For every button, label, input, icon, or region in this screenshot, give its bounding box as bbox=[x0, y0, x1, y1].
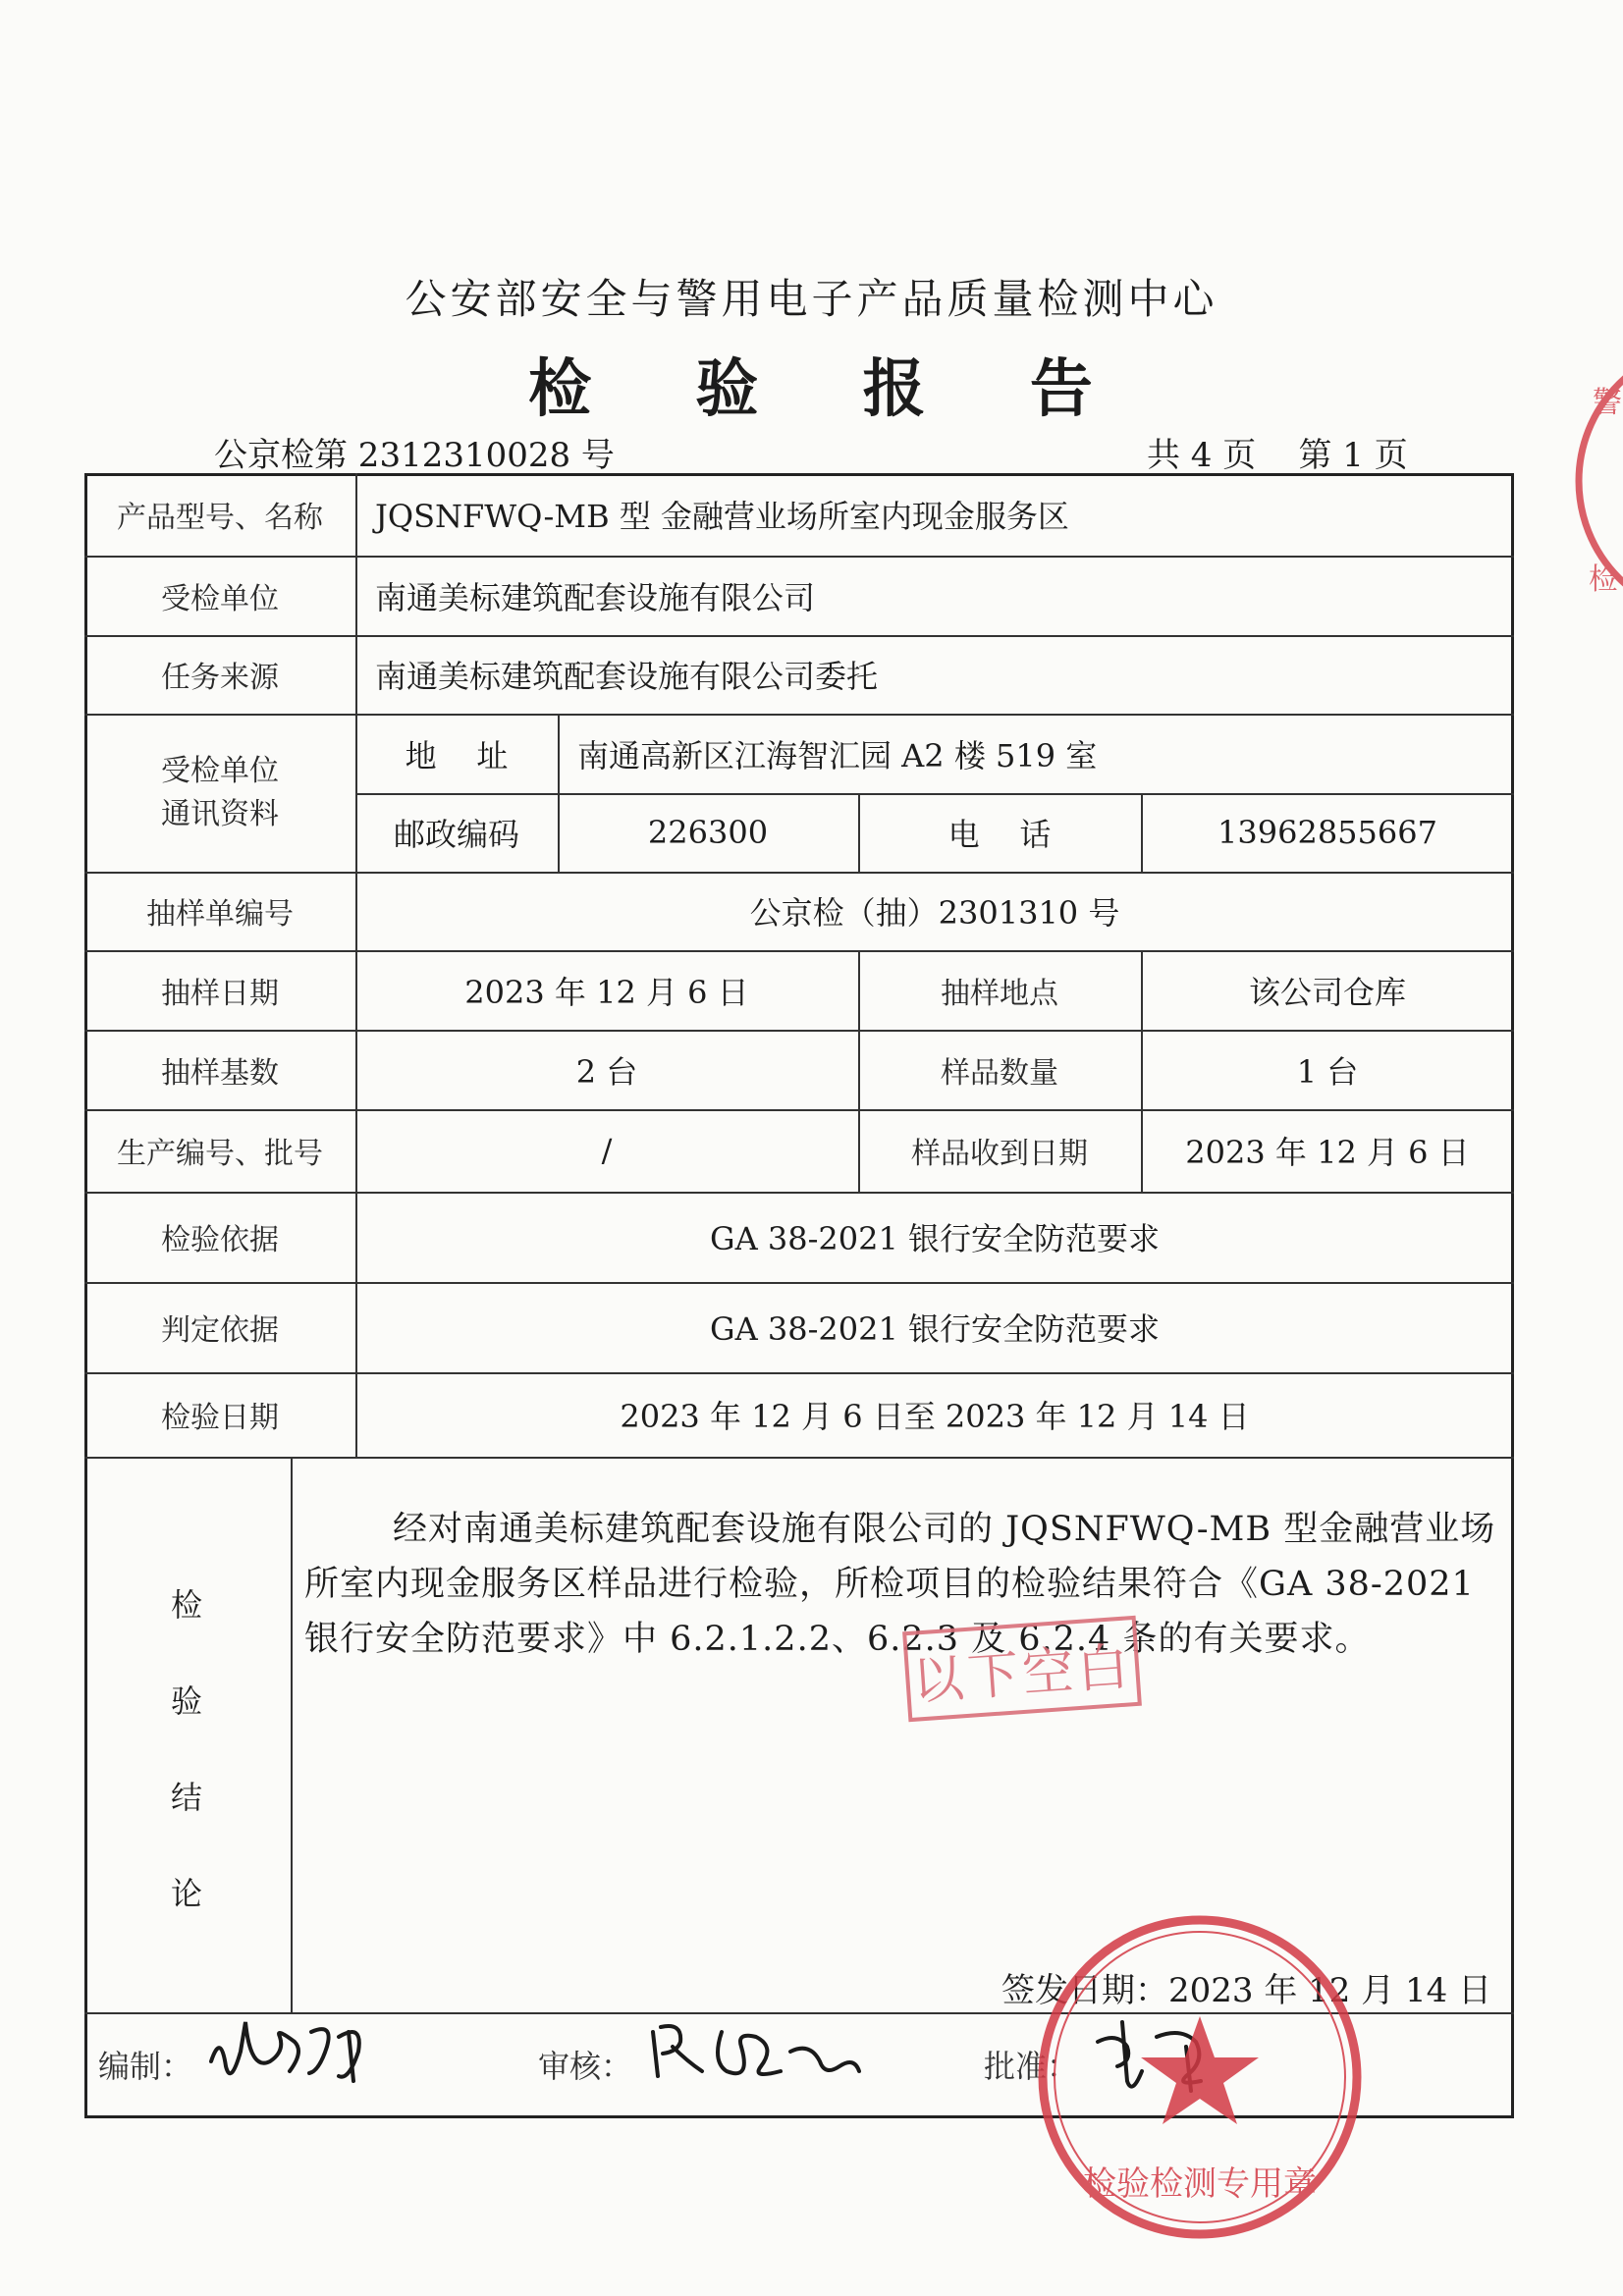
product-value: JQSNFWQ-MB 型 金融营业场所室内现金服务区 bbox=[375, 498, 1069, 535]
column-divider bbox=[291, 1457, 293, 2012]
task-source-value: 南通美标建筑配套设施有限公司委托 bbox=[375, 658, 879, 695]
phone-value: 13962855667 bbox=[1217, 814, 1437, 851]
conclusion-label-char: 论 bbox=[170, 1875, 202, 1912]
inspection-basis-value: GA 38-2021 银行安全防范要求 bbox=[710, 1220, 1160, 1257]
conclusion-label bbox=[147, 1580, 226, 1914]
sample-qty-label: 样品数量 bbox=[941, 1055, 1058, 1091]
product-label: 产品型号、名称 bbox=[117, 501, 323, 535]
conclusion-label-char: 结 bbox=[170, 1779, 202, 1816]
judgment-basis-label: 判定依据 bbox=[161, 1313, 279, 1348]
page-count: 共 4 页 第 1 页 bbox=[1147, 436, 1408, 475]
blank-below-stamp: 以下空白 bbox=[902, 1616, 1142, 1722]
contact-label-line1: 受检单位 bbox=[161, 753, 279, 788]
contact-info-label bbox=[84, 714, 355, 872]
conclusion-text: 经对南通美标建筑配套设施有限公司的 JQSNFWQ-MB 型金融营业场所室内现金服务区样品进行检验，所检项目的检验结果符合《GA 38-2021 银行安全防范要求》中 6.2.1.2.2、6.2.3 及 6.2.4 条的有关要求。 bbox=[304, 1510, 1496, 1659]
inspection-basis-label: 检验依据 bbox=[161, 1223, 279, 1257]
address-value: 南通高新区江海智汇园 A2 楼 519 室 bbox=[577, 736, 1098, 774]
svg-text:警: 警 bbox=[1593, 386, 1622, 420]
received-date-value: 2023 年 12 月 6 日 bbox=[1185, 1134, 1470, 1171]
received-date-label: 样品收到日期 bbox=[911, 1137, 1088, 1171]
inspected-unit-value: 南通美标建筑配套设施有限公司 bbox=[375, 578, 816, 616]
inspection-date-value: 2023 年 12 月 6 日至 2023 年 12 月 14 日 bbox=[620, 1398, 1250, 1435]
sampling-date-label: 抽样日期 bbox=[161, 976, 279, 1011]
edge-seal-icon bbox=[1569, 334, 1623, 628]
sample-qty-value: 1 台 bbox=[1296, 1052, 1359, 1091]
svg-text:检: 检 bbox=[1589, 562, 1618, 597]
report-title: 检 验 报 告 bbox=[528, 352, 1134, 426]
task-source-label: 任务来源 bbox=[161, 661, 279, 695]
issue-date: 签发日期：2023 年 12 月 14 日 bbox=[1001, 1971, 1492, 2010]
reviewed-by-label: 审核： bbox=[538, 2048, 633, 2085]
address-label: 地 址 bbox=[405, 736, 509, 774]
sampling-no-value: 公京检（抽）2301310 号 bbox=[749, 894, 1120, 932]
phone-label: 电 话 bbox=[947, 816, 1052, 853]
inspected-unit-label: 受检单位 bbox=[161, 581, 279, 616]
contact-label-line2: 通讯资料 bbox=[161, 796, 279, 831]
sampling-base-value: 2 台 bbox=[575, 1052, 638, 1091]
sampling-place-label: 抽样地点 bbox=[941, 976, 1058, 1011]
approved-by-label: 批准： bbox=[984, 2048, 1079, 2085]
svg-text:检验检测专用章: 检验检测专用章 bbox=[1083, 2164, 1317, 2204]
sampling-no-label: 抽样单编号 bbox=[146, 897, 294, 932]
report-number: 公京检第 2312310028 号 bbox=[214, 436, 615, 475]
batch-label: 生产编号、批号 bbox=[117, 1137, 323, 1171]
sampling-date-value: 2023 年 12 月 6 日 bbox=[464, 973, 749, 1011]
reviewed-signature bbox=[643, 1993, 869, 2101]
sampling-place-value: 该公司仓库 bbox=[1248, 973, 1406, 1011]
batch-value: / bbox=[601, 1132, 613, 1169]
inspection-date-label: 检验日期 bbox=[161, 1401, 279, 1435]
conclusion-label-char: 验 bbox=[170, 1682, 202, 1720]
prepared-by-label: 编制： bbox=[98, 2048, 193, 2085]
organization-name: 公安部安全与警用电子产品质量检测中心 bbox=[405, 275, 1218, 323]
postcode-value: 226300 bbox=[647, 814, 769, 851]
conclusion-label-char: 检 bbox=[170, 1586, 202, 1624]
sampling-base-label: 抽样基数 bbox=[161, 1055, 279, 1091]
judgment-basis-value: GA 38-2021 银行安全防范要求 bbox=[710, 1310, 1160, 1348]
official-seal-icon bbox=[1033, 1910, 1367, 2244]
row-divider bbox=[84, 1457, 1514, 1459]
prepared-signature bbox=[201, 1993, 398, 2101]
postcode-label: 邮政编码 bbox=[393, 816, 519, 853]
